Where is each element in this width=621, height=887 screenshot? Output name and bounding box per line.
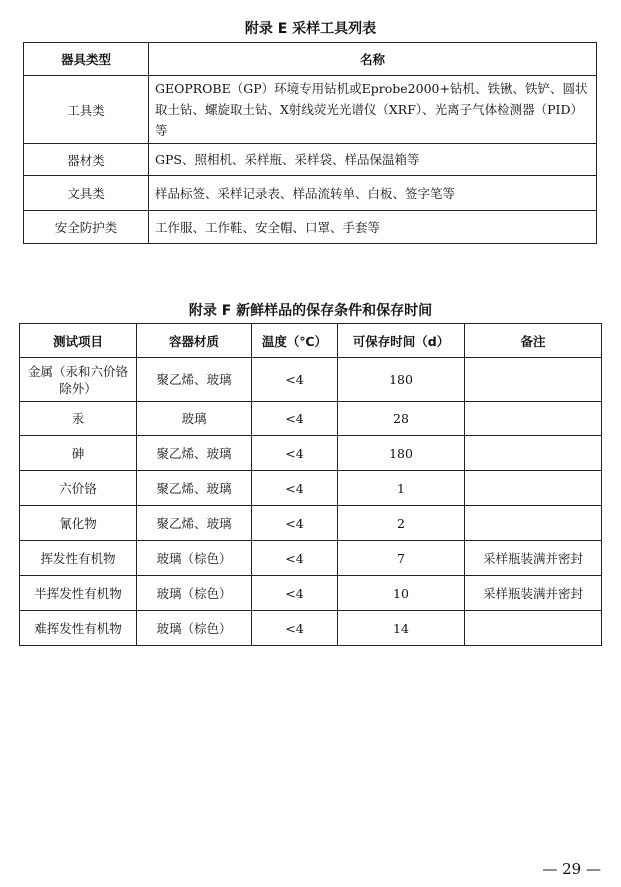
page-number: — 29 — — [542, 860, 601, 878]
temperature-cell: <4 — [252, 611, 338, 646]
table-row — [20, 402, 602, 436]
column-header: 名称 — [149, 43, 597, 76]
test-item-cell: 挥发性有机物 — [20, 541, 137, 576]
temperature-cell: <4 — [252, 541, 338, 576]
tool-type-cell: 文具类 — [24, 176, 149, 211]
tool-type-cell: 安全防护类 — [24, 211, 149, 244]
test-item-cell: 六价铬 — [20, 471, 137, 506]
tool-name-cell: GEOPROBE（GP）环境专用钻机或Eprobe2000+钻机、铁锹、铁铲、圆状取土钻、螺旋取土钻、X射线荧光光谱仪（XRF）、光离子气体检测器（PID）等 — [149, 76, 597, 144]
container-cell: 聚乙烯、玻璃 — [137, 436, 252, 471]
tool-type-cell: 工具类 — [24, 76, 149, 144]
note-cell: 采样瓶装满并密封 — [465, 541, 602, 576]
note-cell — [465, 358, 602, 402]
container-cell: 玻璃 — [137, 402, 252, 436]
column-header: 器具类型 — [24, 43, 149, 76]
temperature-cell: <4 — [252, 576, 338, 611]
tool-type-cell: 器材类 — [24, 144, 149, 176]
test-item-cell: 氰化物 — [20, 506, 137, 541]
table-row — [24, 76, 597, 144]
sample-preservation-table — [19, 323, 602, 646]
table-row — [24, 211, 597, 244]
note-cell: 采样瓶装满并密封 — [465, 576, 602, 611]
column-header: 温度（℃） — [252, 324, 338, 358]
table-row — [20, 358, 602, 402]
storage-days-cell: 180 — [338, 436, 465, 471]
sampling-tools-table — [23, 42, 597, 244]
container-cell: 玻璃（棕色） — [137, 576, 252, 611]
test-item-cell: 汞 — [20, 402, 137, 436]
temperature-cell: <4 — [252, 402, 338, 436]
container-cell: 聚乙烯、玻璃 — [137, 471, 252, 506]
temperature-cell: <4 — [252, 506, 338, 541]
temperature-cell: <4 — [252, 358, 338, 402]
appendix-e-title: 附录 E 采样工具列表 — [244, 21, 377, 37]
temperature-cell: <4 — [252, 471, 338, 506]
table-row — [20, 471, 602, 506]
tool-name-cell: GPS、照相机、采样瓶、采样袋、样品保温箱等 — [149, 144, 597, 176]
storage-days-cell: 28 — [338, 402, 465, 436]
appendix-f-title: 附录 F 新鲜样品的保存条件和保存时间 — [188, 303, 433, 319]
note-cell — [465, 471, 602, 506]
container-cell: 玻璃（棕色） — [137, 541, 252, 576]
column-header: 可保存时间（d） — [338, 324, 465, 358]
column-header: 备注 — [465, 324, 602, 358]
container-cell: 聚乙烯、玻璃 — [137, 358, 252, 402]
test-item-cell: 难挥发性有机物 — [20, 611, 137, 646]
test-item-cell: 金属（汞和六价铬除外） — [20, 358, 137, 402]
table-header-row — [20, 324, 602, 358]
test-item-cell: 半挥发性有机物 — [20, 576, 137, 611]
table-row — [24, 144, 597, 176]
table-row — [20, 611, 602, 646]
column-header: 测试项目 — [20, 324, 137, 358]
note-cell — [465, 611, 602, 646]
temperature-cell: <4 — [252, 436, 338, 471]
storage-days-cell: 14 — [338, 611, 465, 646]
table-row — [20, 506, 602, 541]
table-row — [20, 436, 602, 471]
table-row — [20, 576, 602, 611]
container-cell: 玻璃（棕色） — [137, 611, 252, 646]
tool-name-cell: 样品标签、采样记录表、样品流转单、白板、签字笔等 — [149, 176, 597, 211]
storage-days-cell: 2 — [338, 506, 465, 541]
note-cell — [465, 506, 602, 541]
storage-days-cell: 180 — [338, 358, 465, 402]
storage-days-cell: 1 — [338, 471, 465, 506]
test-item-cell: 砷 — [20, 436, 137, 471]
table-row — [24, 176, 597, 211]
note-cell — [465, 402, 602, 436]
tool-name-cell: 工作服、工作鞋、安全帽、口罩、手套等 — [149, 211, 597, 244]
table-row — [20, 541, 602, 576]
note-cell — [465, 436, 602, 471]
table-header-row — [24, 43, 597, 76]
column-header: 容器材质 — [137, 324, 252, 358]
storage-days-cell: 10 — [338, 576, 465, 611]
storage-days-cell: 7 — [338, 541, 465, 576]
container-cell: 聚乙烯、玻璃 — [137, 506, 252, 541]
